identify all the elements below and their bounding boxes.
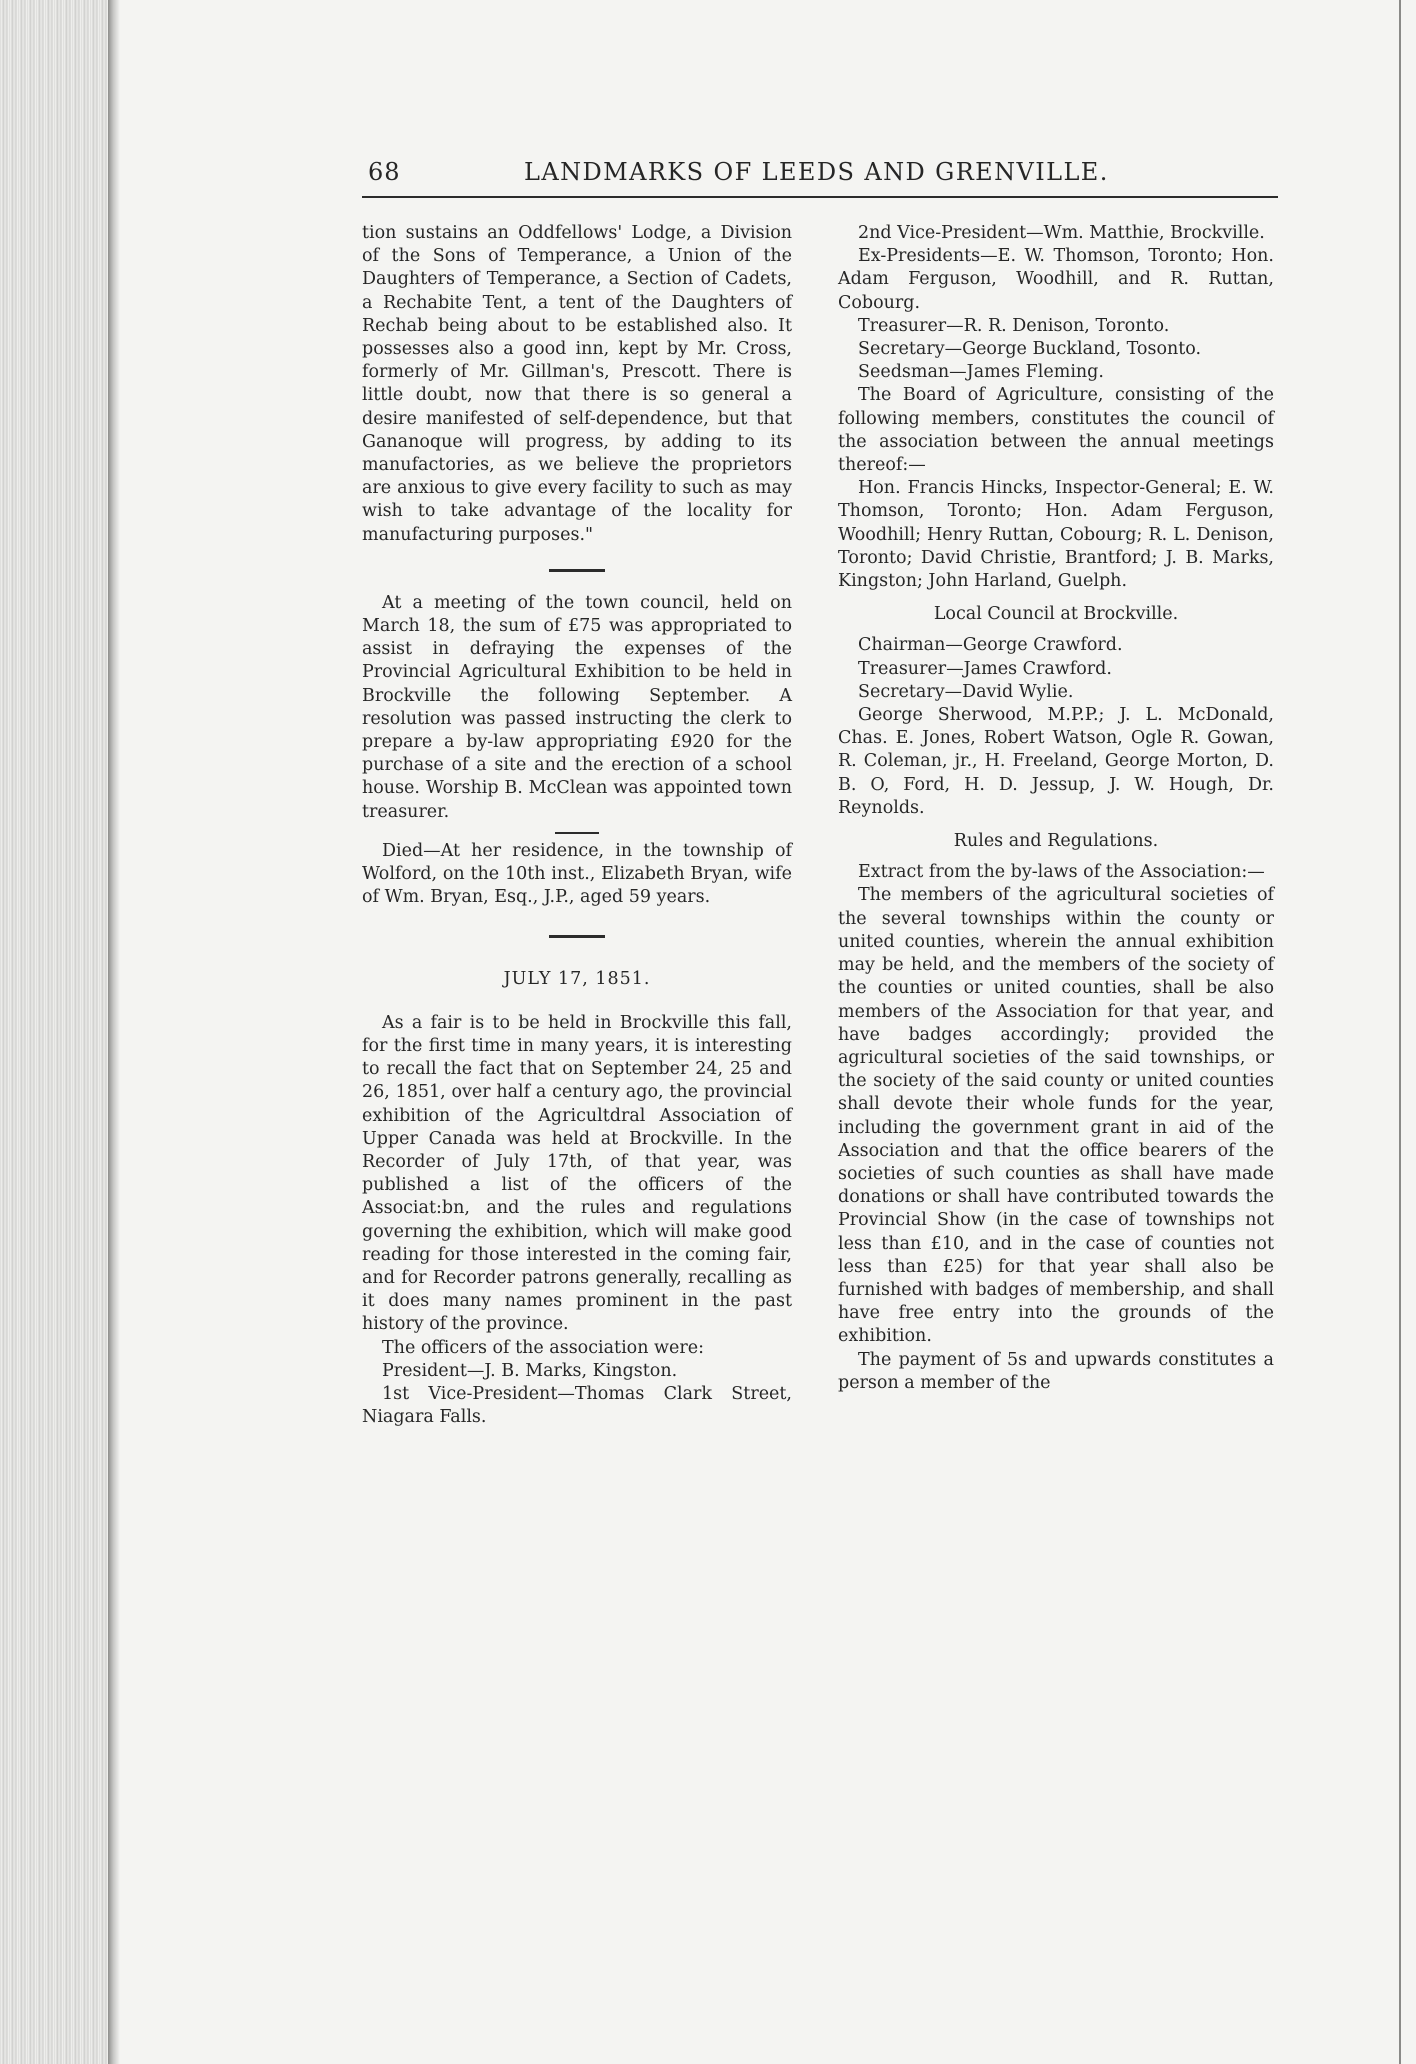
paragraph-payment: The payment of 5s and upwards constitutes a person a member of the (838, 1349, 1274, 1393)
officer-ex-presidents: Ex-Presidents—E. W. Thomson, Toronto; Hon. Adam Ferguson, Woodhill, and R. Ruttan, Cobourg. (838, 246, 1274, 313)
book-page-edges (0, 0, 108, 2064)
section-divider (555, 832, 599, 834)
paragraph-town-council: At a meeting of the town council, held on March 18, the sum of £75 was appropriated to assist in defraying the expenses of the Provincial Agricultural Exhibition to be held in Brockville the following September. A resolution was passed instructing the clerk to prepare a by-law appropriating £920 for the purchase of a site and the erection of a school house. Worship B. McClean was appointed town treasurer. (362, 592, 792, 822)
officer-president: President—J. B. Marks, Kingston. (382, 1360, 678, 1381)
paragraph-gananoque: tion sustains an Oddfellows' Lodge, a Division of the Sons of Temperance, a Union of the Daughters of Temperance, a Section of Cadets, a Rechabite Tent, a tent of the Daughters of Rechab being about to be established also. It possesses also a good inn, kept by Mr. Cross, formerly of Mr. Gillman's, Prescott. There is little doubt, now that there is so general a desire manifested of self-dependence, but that Gananoque will progress, by adding to its manufactories, as we believe the proprietors are anxious to give every facility to such as may wish to take advantage of the locality for manufacturing purposes." (362, 223, 792, 545)
officer-secretary: Secretary—George Buckland, Tosonto. (858, 339, 1202, 360)
board-members-list: Hon. Francis Hincks, Inspector-General; E. W. Thomson, Toronto; Hon. Adam Ferguson, Woodhill; Henry Ruttan, Cobourg; R. L. Denison, Toronto; David Christie, Brantford; J. B. Marks, Kingston; John Harland, Guelph. (838, 478, 1274, 592)
running-title: LANDMARKS OF LEEDS AND GRENVILLE. (524, 158, 1109, 186)
section-divider (549, 935, 605, 938)
council-treasurer: Treasurer—James Crawford. (858, 658, 1112, 679)
rules-heading: Rules and Regulations. (953, 831, 1159, 852)
officers-intro: The officers of the association were: (382, 1337, 705, 1358)
officer-second-vice-president: 2nd Vice-President—Wm. Matthie, Brockville. (858, 223, 1265, 243)
page-header (362, 152, 1278, 198)
council-secretary: Secretary—David Wylie. (858, 681, 1074, 702)
council-members-list: George Sherwood, M.P.P.; J. L. McDonald, Chas. E. Jones, Robert Watson, Ogle R. Gowan, R. Coleman, jr., H. Freeland, George Morton, D. B. O, Ford, H. D. Jessup, J. W. Hough, Dr. Reynolds. (838, 705, 1274, 818)
page-number: 68 (368, 158, 401, 186)
right-column (838, 222, 1274, 1395)
section-divider (549, 569, 605, 572)
bylaws-intro: Extract from the by-laws of the Association:— (858, 862, 1265, 883)
officer-seedsman: Seedsman—James Fleming. (858, 362, 1104, 383)
left-column (362, 222, 792, 1429)
council-chairman: Chairman—George Crawford. (858, 635, 1123, 656)
officer-treasurer: Treasurer—R. R. Denison, Toronto. (858, 315, 1170, 336)
date-heading: JULY 17, 1851. (503, 969, 651, 990)
page-edge-line (1399, 0, 1401, 2064)
paragraph-membership-rules: The members of the agricultural societies of the several townships within the county or united counties, wherein the annual exhibition may be held, and the members of the society of the counties or united counties, shall be also members of the Association for that year, and have badges accordingly; provided the agricultural societies of the said townships, or the society of the said county or united counties shall devote their whole funds for the year, including the government grant in aid of the Association and that the office bearers of the societies of such counties as shall have made donations or shall have contributed towards the Provincial Show (in the case of townships not less than £10, and in the case of counties not less than £25) for that year shall also be furnished with badges of membership, and shall have free entry into the grounds of the exhibition. (838, 885, 1274, 1347)
paragraph-board-of-agriculture: The Board of Agriculture, consisting of the following members, constitutes the council of the association between the annual meetings thereof:— (838, 385, 1274, 476)
paragraph-exhibition: As a fair is to be held in Brockville this fall, for the first time in many years, it is interesting to recall the fact that on September 24, 25 and 26, 1851, over half a century ago, the provincial exhibition of the Agricultdral Association of Upper Canada was held at Brockville. In the Recorder of July 17th, of that year, was published a list of the officers of the Associat:bn, and the rules and regulations governing the exhibition, which will make good reading for those interested in the coming fair, and for Recorder patrons generally, recalling as it does many names prominent in the past history of the province. (362, 1012, 792, 1335)
paragraph-obituary: Died—At her residence, in the township of Wolford, on the 10th inst., Elizabeth Bryan, wife of Wm. Bryan, Esq., J.P., aged 59 years. (362, 840, 792, 908)
book-gutter-shadow (108, 0, 120, 2064)
officer-first-vice-president: 1st Vice-President—Thomas Clark Street, Niagara Falls. (362, 1383, 792, 1428)
local-council-heading: Local Council at Brockville. (933, 604, 1179, 625)
